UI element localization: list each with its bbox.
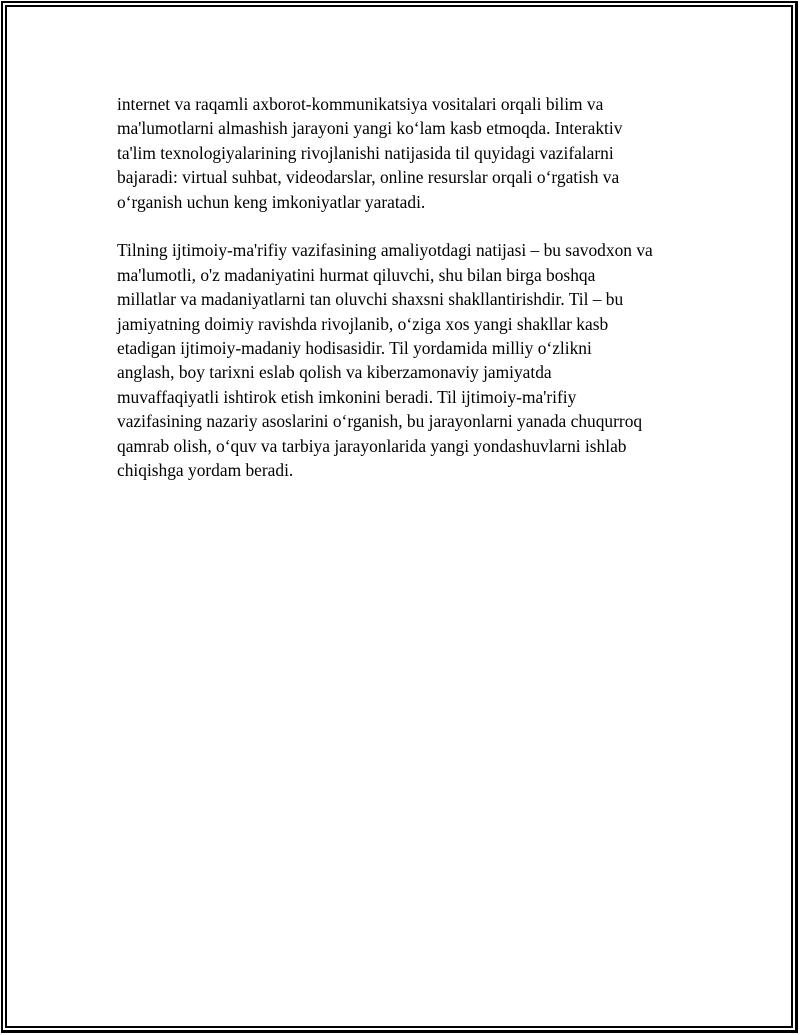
document-body <box>117 92 717 507</box>
paragraph-2: Tilning ijtimoiy-ma'rifiy vazifasining amaliyotdagi natijasi – bu savodxon va ma'lumotli, o'z madaniyatini hurmat qiluvchi, shu bilan birga boshqa millatlar va madaniyatlarni tan oluvchi shaxsni shakllantirishdir. Til – bu jamiyatning doimiy ravishda rivojlanib, o‘ziga xos yangi shakllar kasb etadigan ijtimoiy-madaniy hodisasidir. Til yordamida milliy o‘zlikni anglash, boy tarixni eslab qolish va kiberzamonaviy jamiyatda muvaffaqiyatli ishtirok etish imkonini beradi. Til ijtimoiy-ma'rifiy vazifasining nazariy asoslarini o‘rganish, bu jarayonlarni yanada chuqurroq qamrab olish, o‘quv va tarbiya jarayonlarida yangi yondashuvlarni ishlab chiqishga yordam beradi. <box>117 240 653 481</box>
paragraph-1: internet va raqamli axborot-kommunikatsiya vositalari orqali bilim va ma'lumotlarni almashish jarayoni yangi ko‘lam kasb etmoqda. Interaktiv ta'lim texnologiyalarining rivojlanishi natijasida til quyidagi vazifalarni bajaradi: virtual suhbat, videodarslar, online resurslar orqali o‘rgatish va o‘rganish uchun keng imkoniyatlar yaratadi. <box>117 94 623 212</box>
